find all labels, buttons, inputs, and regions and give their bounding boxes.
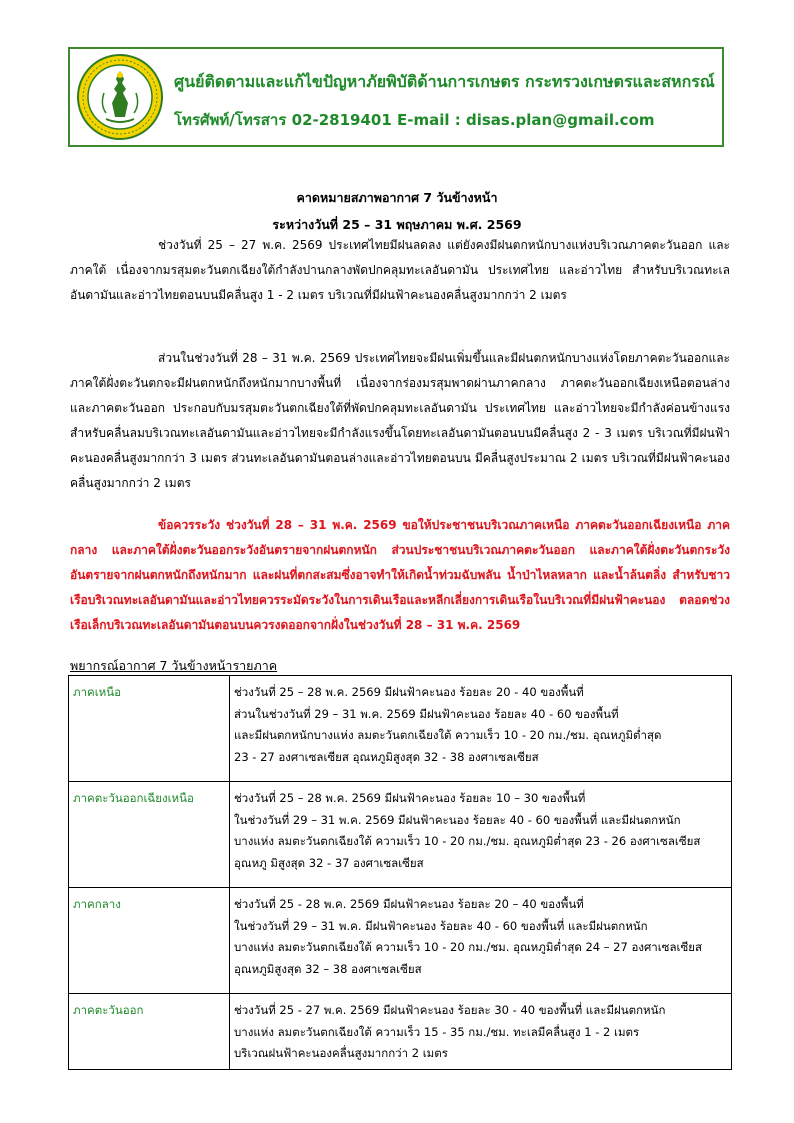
warning-paragraph: ข้อควรระวัง ช่วงวันที่ 28 – 31 พ.ค. 2569 ขอให้ประชาชนบริเวณภาคเหนือ ภาคตะวันออกเฉียงเหนือ ภาคกลาง และภาคใต้ฝั่งตะวันออกระวังอันตรายจากฝนตกหนัก ส่วนประชาชนบริเวณภาคตะวันออก และภาคใต้ฝั่งตะวันตกระวังอันตรายจากฝนตกหนักถึงหนักมาก และฝนที่ตกสะสมซึ่งอาจทำให้เกิดน้ำท่วมฉับพลัน น้ำป่าไหลหลาก และน้ำล้นตลิ่ง สำหรับชาวเรือบริเวณทะเลอันดามันและอ่าวไทยควรระมัดระวังในการเดินเรือและหลีกเลี่ยงการเดินเรือในบริเวณที่มีฝนฟ้าคะนอง ตลอดช่วง เรือเล็กบริเวณทะเลอันดามันตอนบนควรงดออกจากฝั่งในช่วงวันที่ 28 – 31 พ.ค. 2569: [70, 518, 730, 632]
forecast-line: และมีฝนตกหนักบางแห่ง ลมตะวันตกเฉียงใต้ ความเร็ว 10 - 20 กม./ชม. อุณหภูมิต่ำสุด: [234, 728, 662, 742]
table-row: [69, 782, 732, 888]
region-forecast: [230, 888, 732, 994]
forecast-line: 23 - 27 องศาเซลเซียส อุณหภูมิสูงสุด 32 - 38 องศาเซลเซียส: [234, 749, 539, 764]
forecast-line: ส่วนในช่วงวันที่ 29 – 31 พ.ค. 2569 มีฝนฟ้าคะนอง ร้อยละ 40 - 60 ของพื้นที่: [234, 706, 619, 721]
forecast-line: บางแห่ง ลมตะวันตกเฉียงใต้ ความเร็ว 15 - 35 กม./ชม. ทะเลมีคลื่นสูง 1 - 2 เมตร: [234, 1024, 640, 1039]
table-row: [69, 676, 732, 782]
regional-forecast-table: [68, 675, 732, 1070]
table-row: [69, 888, 732, 994]
region-forecast: [230, 782, 732, 888]
ministry-seal-icon: [76, 53, 164, 141]
regional-table-title: พยากรณ์อากาศ 7 วันข้างหน้ารายภาค: [70, 658, 278, 673]
region-name: ภาคตะวันออก: [69, 994, 230, 1070]
forecast-line: ช่วงวันที่ 25 - 27 พ.ค. 2569 มีฝนฟ้าคะนอง ร้อยละ 30 - 40 ของพื้นที่ และมีฝนตกหนัก: [234, 1003, 666, 1017]
forecast-paragraph-2: ส่วนในช่วงวันที่ 28 – 31 พ.ค. 2569 ประเทศไทยจะมีฝนเพิ่มขึ้นและมีฝนตกหนักบางแห่งโดยภาคตะวันออกและภาคใต้ฝั่งตะวันตกจะมีฝนตกหนักถึงหนักมากบางพื้นที่ เนื่องจากร่องมรสุมพาดผ่านภาคกลาง ภาคตะวันออกเฉียงเหนือตอนล่าง และภาคตะวันออก ประกอบกับมรสุมตะวันตกเฉียงใต้ที่พัดปกคลุมทะเลอันดามัน ประเทศไทย และอ่าวไทยจะมีกำลังค่อนข้างแรง สำหรับคลื่นลมบริเวณทะเลอันดามันและอ่าวไทยจะมีกำลังแรงขึ้นโดยทะเลอันดามันตอนบนมีคลื่นสูง 2 - 3 เมตร บริเวณที่มีฝนฟ้าคะนองคลื่นสูงมากกว่า 3 เมตร ส่วนทะเลอันดามันตอนล่างและอ่าวไทยตอนบน มีคลื่นสูงประมาณ 2 เมตร บริเวณที่มีฝนฟ้าคะนองคลื่นสูงมากกว่า 2 เมตร: [70, 351, 730, 490]
region-name: ภาคเหนือ: [69, 676, 230, 782]
forecast-line: ช่วงวันที่ 25 – 28 พ.ค. 2569 มีฝนฟ้าคะนอง ร้อยละ 20 - 40 ของพื้นที่: [234, 685, 584, 699]
letterhead: [68, 47, 724, 147]
forecast-line: ในช่วงวันที่ 29 – 31 พ.ค. มีฝนฟ้าคะนอง ร้อยละ 40 - 60 ของพื้นที่ และมีฝนตกหนัก: [234, 918, 648, 933]
forecast-line: อุณหภูมิสูงสุด 32 – 38 องศาเซลเซียส: [234, 961, 422, 976]
region-name: ภาคกลาง: [69, 888, 230, 994]
forecast-line: อุณหภู มิสูงสุด 32 - 37 องศาเซลเซียส: [234, 855, 424, 870]
table-row: [69, 994, 732, 1070]
forecast-paragraph-1: ช่วงวันที่ 25 – 27 พ.ค. 2569 ประเทศไทยมีฝนลดลง แต่ยังคงมีฝนตกหนักบางแห่งบริเวณภาคตะวันออก และภาคใต้ เนื่องจากมรสุมตะวันตกเฉียงใต้กำลังปานกลางพัดปกคลุมทะเลอันดามัน ประเทศไทย และอ่าวไทย สำหรับบริเวณทะเลอันดามันและอ่าวไทยตอนบนมีคลื่นสูง 1 - 2 เมตร บริเวณที่มีฝนฟ้าคะนองคลื่นสูงมากกว่า 2 เมตร: [70, 238, 730, 302]
forecast-line: ช่วงวันที่ 25 – 28 พ.ค. 2569 มีฝนฟ้าคะนอง ร้อยละ 10 – 30 ของพื้นที่: [234, 791, 586, 805]
forecast-line: บริเวณฝนฟ้าคะนองคลื่นสูงมากกว่า 2 เมตร: [234, 1046, 448, 1060]
organization-name: ศูนย์ติดตามและแก้ไขปัญหาภัยพิบัติด้านการเกษตร กระทรวงเกษตรและสหกรณ์: [174, 72, 715, 91]
forecast-line: บางแห่ง ลมตะวันตกเฉียงใต้ ความเร็ว 10 - 20 กม./ชม. อุณหภูมิต่ำสุด 24 – 27 องศาเซลเซียส: [234, 940, 703, 954]
document-title: คาดหมายสภาพอากาศ 7 วันข้างหน้า: [296, 190, 498, 205]
document-subtitle: ระหว่างวันที่ 25 – 31 พฤษภาคม พ.ศ. 2569: [272, 217, 522, 232]
forecast-line: ช่วงวันที่ 25 - 28 พ.ค. 2569 มีฝนฟ้าคะนอง ร้อยละ 20 – 40 ของพื้นที่: [234, 897, 584, 911]
forecast-line: ในช่วงวันที่ 29 – 31 พ.ค. 2569 มีฝนฟ้าคะนอง ร้อยละ 40 - 60 ของพื้นที่ และมีฝนตกหนัก: [234, 812, 681, 827]
region-forecast: [230, 676, 732, 782]
forecast-line: บางแห่ง ลมตะวันตกเฉียงใต้ ความเร็ว 10 - 20 กม./ชม. อุณหภูมิต่ำสุด 23 - 26 องศาเซลเซียส: [234, 834, 701, 848]
contact-line: โทรศัพท์/โทรสาร 02-2819401 E-mail : disas.plan@gmail.com: [174, 111, 655, 129]
region-forecast: [230, 994, 732, 1070]
region-name: ภาคตะวันออกเฉียงเหนือ: [69, 782, 230, 888]
